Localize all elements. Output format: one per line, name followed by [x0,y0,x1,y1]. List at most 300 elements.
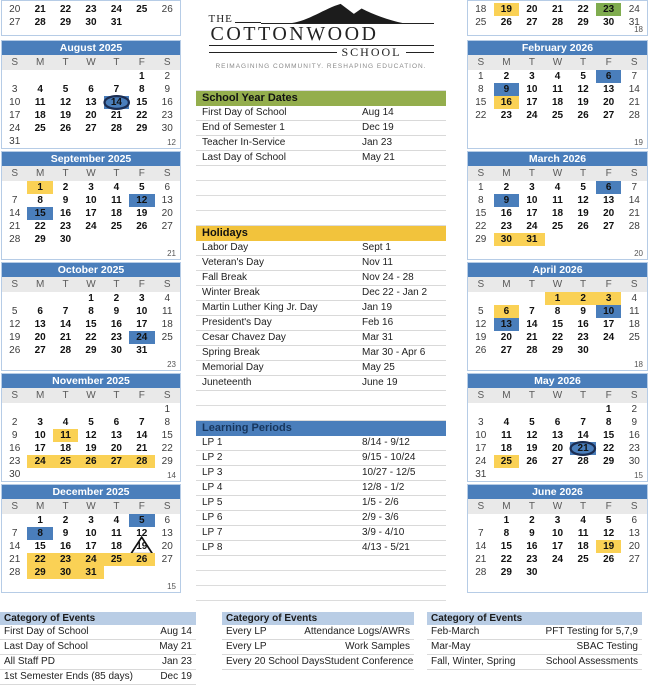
day-cell: 1 [478,71,484,82]
calendar-week-row [468,527,647,540]
day-cell [596,233,622,246]
dow-label: T [113,168,120,179]
dow-label: F [605,279,612,290]
row-value: 10/27 - 12/5 [362,467,416,478]
category-of-events-header: Category of Events [427,612,642,625]
row-label: Memorial Day [202,362,264,373]
dow-label: T [62,279,69,290]
dow-label: M [502,390,511,401]
day-cell: 13 [628,528,640,539]
month-june-2026 [467,484,648,593]
holidays-row [196,301,446,316]
day-cell [2,181,27,194]
day-cell [468,403,494,416]
day-cell: 10 [9,97,21,108]
dow-label: M [35,57,45,68]
row-label: Fall Break [202,272,248,283]
holidays-row [196,256,446,271]
day-cell: 24 [475,456,487,467]
dow-label: T [528,57,535,68]
day-cell [2,70,27,83]
calendar-week-row [468,553,647,566]
event-label: Feb-March [431,626,480,637]
day-cell: 19 [596,540,622,553]
day-cell: 3 [529,71,535,82]
day-cell: 9 [494,194,520,207]
dow-label: S [11,168,19,179]
day-cell: 19 [59,110,72,121]
day-cell: 14 [628,84,640,95]
day-cell: 10 [526,84,538,95]
day-cell [155,16,180,29]
calendar-week-row [2,527,180,540]
event-row [427,655,642,670]
dow-label: T [62,390,69,401]
dow-label: T [62,501,69,512]
day-cell: 21 [34,4,46,15]
day-cell: 20 [85,110,97,121]
day-cell: 23 [596,3,622,16]
day-cell: 14 [9,208,21,219]
cottonwood-school-logo [209,2,434,70]
day-cell [545,566,571,579]
day-cell: 22 [27,553,52,566]
day-cell: 16 [110,319,122,330]
dow-label: F [138,390,145,401]
circle-annotation [102,95,131,110]
day-cell: 14 [9,541,21,552]
day-cell: 20 [34,332,46,343]
calendar-week-row [2,122,180,135]
day-cell: 11 [111,528,122,539]
day-cell: 26 [577,221,589,232]
day-cell [621,344,647,357]
day-cell: 2 [529,515,535,526]
month-april-2026 [467,262,648,371]
category-of-events-header: Category of Events [222,612,414,625]
day-cell: 3 [11,84,18,95]
event-label: Every 20 School Days [226,656,325,667]
empty-row [196,586,446,601]
calendar-week-row [2,442,180,455]
day-cell: 5 [88,417,94,428]
day-cell: 5 [11,306,18,317]
dow-label: T [580,279,587,290]
day-of-week-header [468,166,647,181]
day-cell: 4 [554,182,561,193]
day-cell: 13 [110,430,122,441]
day-cell: 17 [603,319,615,330]
day-cell: 30 [628,456,640,467]
day-cell: 13 [161,528,173,539]
day-cell [27,70,52,83]
month-title: March 2026 [468,152,647,166]
dow-label: W [552,501,563,512]
empty-row [196,571,446,586]
dow-label: S [163,390,171,401]
school-days-count: 18 [634,360,643,369]
dow-label: M [35,279,45,290]
calendar-column-left [1,0,181,595]
day-cell: 17 [475,443,487,454]
day-cell: 6 [631,515,638,526]
calendar-week-row [468,194,647,207]
day-cell: 28 [9,567,21,578]
day-cell: 25 [104,553,129,566]
month-may-2026 [467,373,648,482]
day-cell: 16 [494,96,520,109]
empty-row [196,391,446,406]
calendar-week-row [468,96,647,109]
day-cell: 25 [475,17,487,28]
category-of-events-header: Category of Events [0,612,196,625]
day-cell: 23 [9,456,21,467]
day-cell [53,468,78,481]
day-cell: 24 [78,553,103,566]
holidays-row [196,361,446,376]
dow-label: T [113,57,120,68]
event-label: All Staff PD [4,656,55,667]
day-cell: 18 [34,110,46,121]
day-of-week-header [468,499,647,514]
info-sections [196,76,446,601]
event-row [0,655,196,670]
day-cell: 21 [628,208,640,219]
dow-label: W [86,279,96,290]
day-cell: 3 [139,293,145,304]
event-value: Student Conference [324,656,414,667]
dow-label: M [35,501,45,512]
row-label: LP 7 [202,527,223,538]
day-cell: 20 [161,208,173,219]
calendar-week-row [2,429,180,442]
day-cell [104,70,129,83]
day-cell: 10 [34,430,46,441]
day-cell: 18 [551,208,564,219]
day-cell: 2 [62,515,69,526]
day-of-week-header [2,388,180,403]
day-cell [129,16,154,29]
month-august-2025 [1,40,181,149]
day-cell: 11 [162,306,173,317]
day-cell: 16 [9,443,21,454]
dow-label: F [605,168,612,179]
day-cell: 12 [577,195,589,206]
calendar-week-row [468,109,647,122]
calendar-week-row [2,194,180,207]
month-november-2025 [1,373,181,482]
month-september-2025 [1,151,181,260]
day-cell: 4 [164,293,171,304]
day-cell: 9 [11,430,18,441]
holidays-row [196,346,446,361]
day-cell: 15 [85,319,97,330]
event-row [0,625,196,640]
day-cell: 8 [605,417,612,428]
event-label: Mar-May [431,641,471,652]
day-cell: 13 [34,319,46,330]
event-value: Attendance Logs/AWRs [304,626,410,637]
dow-label: T [113,390,120,401]
calendar-week-row [468,3,647,16]
dow-label: S [11,501,19,512]
day-cell: 23 [53,553,78,566]
day-cell: 22 [85,332,97,343]
calendar-week-row [468,16,647,29]
day-cell: 29 [59,17,72,28]
logo-top-row [209,2,434,24]
school-year-dates-row [196,106,446,121]
day-cell [104,403,129,416]
day-cell: 25 [551,110,564,121]
day-cell: 10 [85,528,97,539]
dow-label: T [580,57,587,68]
dow-label: S [477,279,485,290]
day-cell: 11 [629,306,640,317]
calendar-week-row [468,83,647,96]
dow-label: S [11,390,19,401]
calendar-week-row [2,514,180,527]
calendar-week-row [468,429,647,442]
day-cell: 12 [129,194,154,207]
day-cell: 10 [136,306,148,317]
day-cell: 7 [62,306,69,317]
day-cell: 19 [577,208,589,219]
day-cell: 3 [529,182,535,193]
logo-line [209,52,338,53]
learning-periods-row [196,511,446,526]
day-cell: 28 [9,234,21,245]
day-cell: 28 [577,456,589,467]
event-label: Last Day of School [4,641,88,652]
day-cell [27,403,52,416]
day-cell: 7 [580,417,586,428]
day-cell: 3 [596,292,622,305]
day-cell: 15 [161,430,173,441]
dow-label: W [86,501,96,512]
row-label: Martin Luther King Jr. Day [202,302,318,313]
school-days-count: 23 [167,360,176,369]
empty-row [196,556,446,571]
bottom-table-events-testing [427,612,642,670]
calendar-week-row [2,70,180,83]
day-cell [545,468,571,481]
row-value: Jan 19 [362,302,393,313]
day-cell: 19 [577,97,589,108]
row-label: LP 4 [202,482,223,493]
row-value: May 21 [362,152,395,163]
day-of-week-header [468,277,647,292]
row-label: President's Day [202,317,272,328]
dow-label: T [528,390,535,401]
row-value: 9/15 - 10/24 [362,452,416,463]
day-cell: 8 [164,417,171,428]
day-cell [545,403,571,416]
empty-row [196,76,446,91]
day-cell: 23 [526,554,538,565]
day-cell [27,292,52,305]
day-cell: 22 [500,554,512,565]
day-cell: 23 [85,4,97,15]
day-cell: 23 [628,443,640,454]
school-year-dates-row [196,121,446,136]
day-cell: 8 [27,527,52,540]
day-cell: 6 [164,182,171,193]
day-cell [78,135,103,148]
dow-label: W [552,57,563,68]
holidays-header: Holidays [196,226,446,241]
calendar-week-row [468,416,647,429]
row-label: LP 6 [202,512,223,523]
day-cell: 30 [9,469,21,480]
school-days-count: 20 [634,249,643,258]
row-value: Dec 19 [362,122,394,133]
day-cell: 26 [59,123,72,134]
dow-label: M [35,390,45,401]
day-cell: 30 [53,566,78,579]
calendar-week-row [2,109,180,122]
day-cell: 5 [580,182,586,193]
event-value: PFT Testing for 5,7,9 [545,626,638,637]
day-cell: 28 [628,221,640,232]
month-january-2026-partial [467,0,648,36]
day-cell: 25 [628,332,640,343]
month-december-2025 [1,484,181,593]
day-of-week-header [468,388,647,403]
day-cell [494,403,520,416]
learning-periods-row [196,526,446,541]
day-cell: 17 [551,541,564,552]
school-year-dates-header: School Year Dates [196,91,446,106]
logo-line [406,52,434,53]
day-cell: 7 [631,71,638,82]
event-label: Every LP [226,641,267,652]
day-cell: 25 [577,554,589,565]
day-cell: 12 [59,97,72,108]
day-cell: 25 [494,455,520,468]
day-cell: 26 [500,17,512,28]
school-days-count: 18 [634,25,643,34]
day-cell: 13 [551,430,564,441]
row-value: Nov 11 [362,257,393,268]
day-cell: 5 [605,515,612,526]
day-cell: 16 [526,541,538,552]
calendar-week-row [468,207,647,220]
day-cell [78,403,103,416]
dow-label: S [163,501,171,512]
day-cell: 15 [475,208,487,219]
school-days-count: 15 [634,471,643,480]
day-cell: 29 [577,17,589,28]
day-cell: 2 [570,292,596,305]
event-label: Every LP [226,626,267,637]
day-cell: 19 [85,443,97,454]
day-cell: 29 [603,456,615,467]
day-cell: 9 [62,528,69,539]
day-cell: 29 [136,123,148,134]
event-row [222,655,414,670]
row-value: June 19 [362,377,398,388]
day-cell: 27 [603,110,615,121]
day-cell [570,566,596,579]
month-title: February 2026 [468,41,647,55]
month-title: October 2025 [2,263,180,277]
dow-label: T [528,501,535,512]
day-cell: 5 [580,71,586,82]
day-cell: 21 [526,332,538,343]
category-of-events-tables [0,612,650,692]
calendar-week-row [468,331,647,344]
day-cell: 30 [85,17,97,28]
row-label: Juneteenth [202,377,252,388]
dow-label: W [86,57,96,68]
day-cell: 22 [136,110,148,121]
calendar-week-row [2,455,180,468]
dow-label: M [502,168,511,179]
day-cell: 7 [139,417,145,428]
logo-the-text: THE [208,13,233,25]
day-cell: 20 [628,541,640,552]
row-label: Spring Break [202,347,260,358]
event-value: Aug 14 [160,626,192,637]
day-cell: 18 [110,208,122,219]
day-cell: 12 [9,319,21,330]
day-cell [570,233,596,246]
row-label: LP 1 [202,437,223,448]
day-cell: 2 [62,182,69,193]
day-cell: 19 [129,540,154,553]
day-cell: 22 [551,332,564,343]
day-cell [494,292,520,305]
day-cell: 31 [110,17,122,28]
day-cell: 30 [526,567,538,578]
day-cell: 26 [136,221,148,232]
dow-label: S [630,279,638,290]
event-label: First Day of School [4,626,89,637]
day-cell: 14 [577,430,589,441]
learning-periods-row [196,436,446,451]
school-days-count: 21 [167,249,176,258]
month-title: December 2025 [2,485,180,499]
day-cell: 11 [53,429,78,442]
day-cell: 26 [9,345,21,356]
calendar-week-row [2,135,180,148]
row-value: Sept 1 [362,242,391,253]
day-cell: 12 [526,430,538,441]
day-cell: 7 [11,528,18,539]
day-cell: 31 [519,233,545,246]
day-cell: 29 [161,456,173,467]
center-column [196,0,446,601]
day-cell: 16 [628,430,640,441]
day-cell [545,233,571,246]
day-cell: 15 [475,97,487,108]
dow-label: T [580,501,587,512]
row-value: 1/5 - 2/6 [362,497,399,508]
calendar-week-row [468,403,647,416]
month-title: May 2026 [468,374,647,388]
day-cell [621,566,647,579]
day-cell: 16 [577,319,589,330]
day-cell: 28 [551,17,564,28]
day-cell: 1 [478,182,484,193]
logo-name-text: COTTONWOOD [209,24,434,46]
day-cell: 2 [503,71,510,82]
day-cell: 18 [577,541,589,552]
day-cell: 22 [475,221,487,232]
day-cell: 15 [603,430,615,441]
learning-periods-row [196,481,446,496]
